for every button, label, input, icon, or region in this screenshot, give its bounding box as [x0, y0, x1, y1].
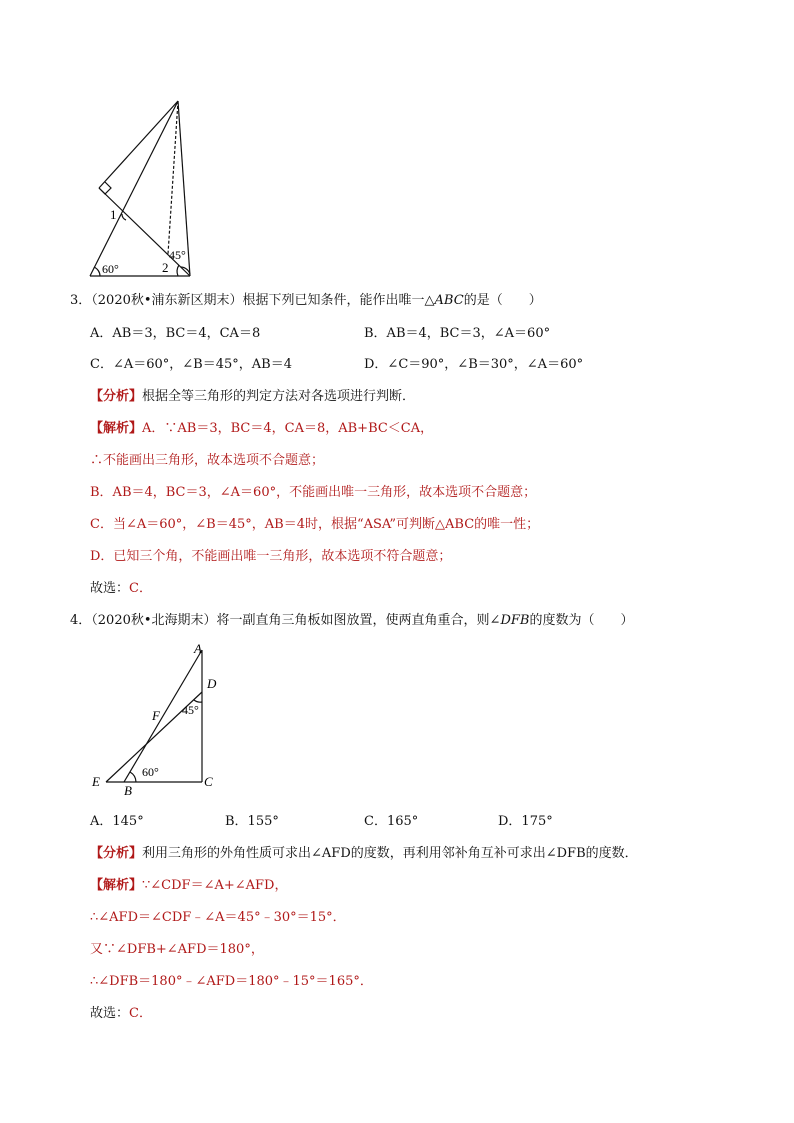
fig1-edge — [99, 101, 178, 188]
fig2-label-45: 45° — [182, 703, 199, 717]
fig1-arc-1 — [122, 214, 126, 220]
q4-option-d: D．175° — [498, 814, 553, 829]
q4-answer: 故选：C． — [90, 1006, 152, 1021]
fig2-label-a: A — [194, 641, 202, 656]
q3-solution-1: 【解析】A．∵AB＝3，BC＝4，CA＝8，AB+BC＜CA， — [90, 421, 434, 436]
q3-option-d: D．∠C＝90°，∠B＝30°，∠A＝60° — [364, 357, 584, 372]
fig1-right-angle-mark — [99, 182, 111, 194]
q4-option-a: A．145° — [90, 814, 144, 829]
q3-solution-3: B．AB＝4，BC＝3，∠A＝60°，不能画出唯一三角形，故本选项不合题意； — [90, 485, 537, 500]
q4-option-b: B．155° — [225, 814, 279, 829]
fig2-label-60: 60° — [142, 765, 159, 779]
fig2-label-d: D — [207, 676, 217, 691]
q4-stem: 4．（2020秋•北海期末）将一副直角三角板如图放置，使两直角重合，则∠DFB的度数为（ ） — [70, 613, 634, 628]
fig1-arc-60 — [94, 267, 100, 276]
q3-stem: 3．（2020秋•浦东新区期末）根据下列已知条件，能作出唯一△ABC的是（ ） — [70, 293, 542, 308]
fig1-label-45: 45° — [169, 248, 186, 262]
q4-solution-3: 又∵∠DFB+∠AFD＝180°， — [90, 942, 264, 957]
fig2-label-c: C — [204, 774, 213, 789]
fig1-label-2: 2 — [162, 260, 169, 275]
fig2-arc-60 — [130, 772, 136, 782]
fig1-dashed-line — [168, 101, 178, 254]
fig2-label-e: E — [92, 774, 100, 789]
figure-triangle-2 — [86, 640, 236, 800]
q4-solution-4: ∴∠DFB＝180°﹣∠AFD＝180°﹣15°＝165°． — [90, 974, 373, 989]
q3-solution-5: D．已知三个角，不能画出唯一三角形，故本选项不符合题意； — [90, 549, 452, 564]
fig1-edge — [90, 101, 178, 276]
q3-answer: 故选：C． — [90, 581, 152, 596]
fig1-label-1: 1 — [110, 207, 117, 222]
q4-solution-2: ∴∠AFD＝∠CDF﹣∠A＝45°﹣30°＝15°． — [90, 910, 346, 925]
q3-solution-2: ∴不能画出三角形，故本选项不合题意； — [90, 453, 325, 468]
q4-option-c: C．165° — [364, 814, 419, 829]
q3-option-a: A．AB＝3，BC＝4，CA＝8 — [90, 326, 261, 341]
q3-option-b: B．AB＝4，BC＝3，∠A＝60° — [364, 326, 551, 341]
fig2-label-f: F — [152, 708, 160, 723]
fig1-arc-2 — [177, 265, 179, 276]
q3-analysis: 【分析】根据全等三角形的判定方法对各选项进行判断． — [90, 389, 416, 404]
fig2-label-b: B — [124, 783, 132, 798]
q3-option-c: C．∠A＝60°，∠B＝45°，AB＝4 — [90, 357, 292, 372]
fig1-label-60: 60° — [102, 262, 119, 276]
figure-triangle-1 — [80, 92, 210, 282]
fig2-arc-45 — [194, 700, 202, 702]
q4-solution-1: 【解析】∵∠CDF＝∠A+∠AFD， — [90, 878, 288, 893]
q3-solution-4: C．当∠A＝60°，∠B＝45°，AB＝4时，根据“ASA”可判断△ABC的唯一性； — [90, 517, 540, 532]
q4-analysis: 【分析】利用三角形的外角性质可求出∠AFD的度数，再利用邻补角互补可求出∠DFB的度数． — [90, 846, 638, 861]
